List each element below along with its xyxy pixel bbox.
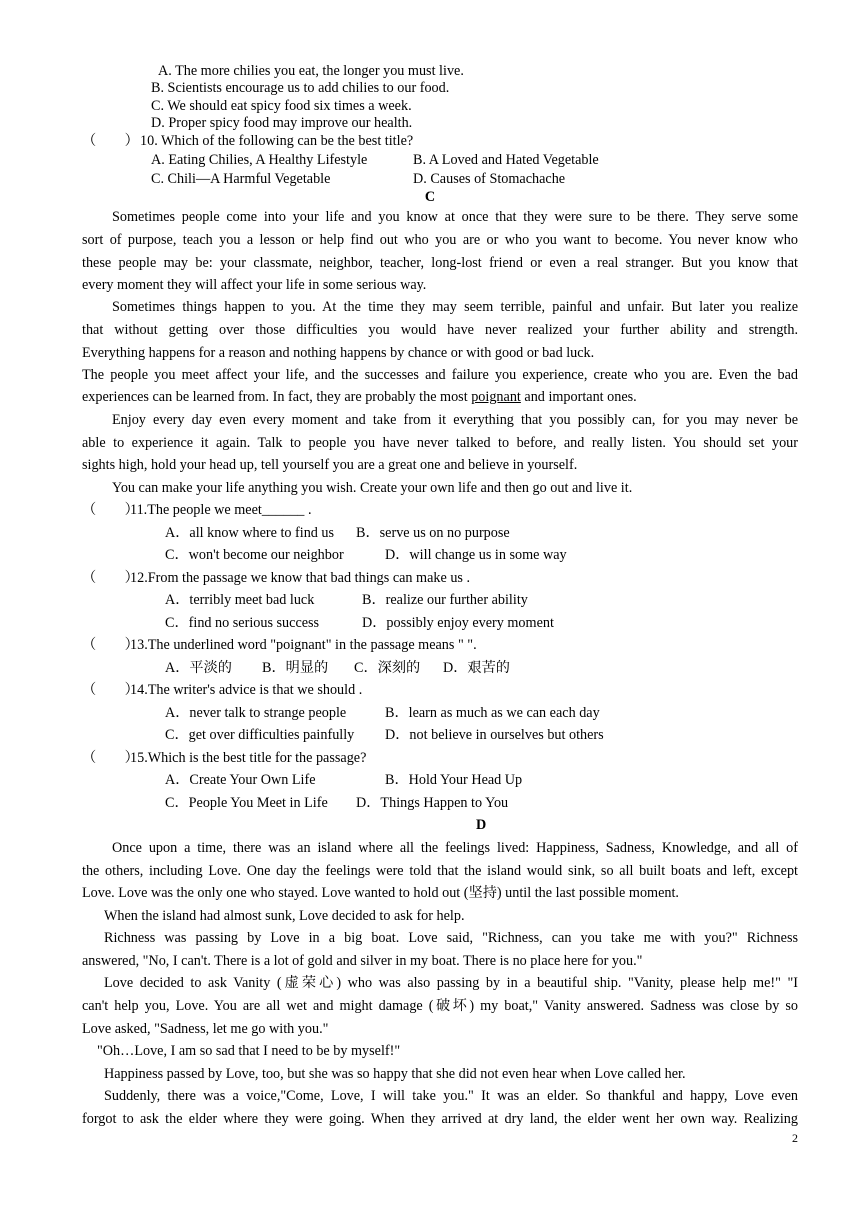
- q15-option-d: D．Things Happen to You: [356, 795, 509, 811]
- q15-option-b: B．Hold Your Head Up: [385, 772, 523, 788]
- underlined-word-poignant: poignant: [471, 389, 521, 405]
- q13-option-c: C．深刻的: [354, 660, 421, 676]
- q10-option-c: C. Chili—A Harmful Vegetable: [151, 171, 331, 187]
- section-c-heading: C: [424, 189, 436, 205]
- q11-stem: 11.The people we meet______ .: [130, 502, 312, 518]
- q10-option-b: B. A Loved and Hated Vegetable: [413, 152, 599, 168]
- passage-d-line: the others, including Love. One day the feelings were told that the island would sink, so all built boats and left, except: [82, 863, 798, 879]
- q9-option-c: C. We should eat spicy food six times a week.: [151, 98, 412, 114]
- passage-c-line: these people may be: your classmate, neighbor, teacher, long-lost friend or even a real stranger. But you know that: [82, 255, 798, 271]
- q14-stem: 14.The writer's advice is that we should .: [130, 682, 363, 698]
- q15-answer-paren: （ ）: [82, 750, 139, 766]
- passage-d-line: Suddenly, there was a voice,"Come, Love, I will take you." It was an elder. So thankful and happy, Love even: [104, 1088, 798, 1104]
- q10-stem: 10. Which of the following can be the best title?: [140, 133, 414, 149]
- q11-option-a: A．all know where to find us: [165, 525, 335, 541]
- q10-option-d: D. Causes of Stomachache: [413, 171, 566, 187]
- passage-c-line: sights high, hold your head up, tell yourself you are a great one and believe in yourself.: [82, 457, 578, 473]
- q9-option-a: A. The more chilies you eat, the longer you must live.: [158, 63, 464, 79]
- q13-answer-paren: （ ）: [82, 637, 139, 653]
- passage-c-line: The people you meet affect your life, and the successes and failure you experience, create who you are. Even the bad: [82, 367, 798, 383]
- passage-d-line: Love asked, "Sadness, let me go with you.": [82, 1021, 329, 1037]
- q11-option-b: B．serve us on no purpose: [356, 525, 510, 541]
- q14-option-c: C．get over difficulties painfully: [165, 727, 355, 743]
- passage-d-line: answered, "No, I can't. There is a lot of gold and silver in my boat. There is no place here for you.": [82, 953, 643, 969]
- q12-stem: 12.From the passage we know that bad things can make us .: [130, 570, 471, 586]
- q11-option-c: C．won't become our neighbor: [165, 547, 344, 563]
- q11-answer-paren: （ ）: [82, 502, 139, 518]
- q15-option-c: C．People You Meet in Life: [165, 795, 328, 811]
- q15-option-a: A．Create Your Own Life: [165, 772, 316, 788]
- passage-c-line: that without getting over those difficulties you would have never realized your further ability and strength.: [82, 322, 798, 338]
- passage-d-line: can't help you, Love. You are all wet and might damage (破坏) my boat," Vanity answered. Sadness was close by so: [82, 998, 798, 1014]
- passage-c-line: every moment they will affect your life in some serious way.: [82, 277, 427, 293]
- q10-option-a: A. Eating Chilies, A Healthy Lifestyle: [151, 152, 368, 168]
- q9-option-d: D. Proper spicy food may improve our health.: [151, 115, 413, 131]
- section-d-heading: D: [476, 817, 487, 833]
- passage-d-line: Happiness passed by Love, too, but she was so happy that she did not even hear when Love called her.: [104, 1066, 686, 1082]
- passage-c-line: sort of purpose, teach you a lesson or help find out who you are or who you want to become. You never know who: [82, 232, 798, 248]
- passage-d-line: Love. Love was the only one who stayed. Love wanted to hold out (坚持) until the last possible moment.: [82, 885, 679, 901]
- passage-c-line: [82, 388, 637, 406]
- passage-c-line: You can make your life anything you wish. Create your own life and then go out and live it.: [112, 480, 633, 496]
- q15-stem: 15.Which is the best title for the passage?: [130, 750, 367, 766]
- q9-option-b: B. Scientists encourage us to add chilies to our food.: [151, 80, 450, 96]
- passage-c-line: Sometimes people come into your life and you know at once that they were sure to be there. They serve some: [112, 209, 798, 225]
- passage-c-line: able to experience it again. Talk to people you have never talked to before, and really listen. You should set your: [82, 435, 798, 451]
- q12-option-d: D．possibly enjoy every moment: [362, 615, 554, 631]
- passage-c-line: Sometimes things happen to you. At the time they may seem terrible, painful and unfair. But later you realize: [112, 299, 798, 315]
- q12-answer-paren: （ ）: [82, 570, 139, 586]
- q13-stem: 13.The underlined word "poignant" in the passage means " ".: [130, 637, 477, 653]
- q13-option-b: B．明显的: [262, 660, 329, 676]
- passage-d-line: "Oh…Love, I am so sad that I need to be by myself!": [97, 1043, 401, 1059]
- q10-answer-paren: （ ）: [82, 133, 139, 149]
- q14-option-b: B．learn as much as we can each day: [385, 705, 600, 721]
- passage-c-line: Enjoy every day even every moment and take from it everything that you possibly can, for you may never be: [112, 412, 798, 428]
- q13-option-a: A．平淡的: [165, 660, 232, 676]
- q12-option-b: B．realize our further ability: [362, 592, 528, 608]
- q12-option-c: C．find no serious success: [165, 615, 320, 631]
- q14-option-a: A．never talk to strange people: [165, 705, 347, 721]
- page-number: 2: [792, 1131, 798, 1145]
- passage-c-text: and important ones.: [520, 389, 637, 405]
- q14-answer-paren: （ ）: [82, 682, 139, 698]
- passage-d-line: forgot to ask the elder where they were going. When they arrived at dry land, the elder went her own way. Realizing: [82, 1111, 798, 1127]
- passage-c-text: experiences can be learned from. In fact, they are probably the most: [82, 389, 472, 405]
- q12-option-a: A．terribly meet bad luck: [165, 592, 315, 608]
- q13-option-d: D．艰苦的: [443, 660, 510, 676]
- passage-d-line: When the island had almost sunk, Love decided to ask for help.: [104, 908, 465, 924]
- passage-d-line: Richness was passing by Love in a big boat. Love said, "Richness, can you take me with you?" Richness: [104, 930, 798, 946]
- q11-option-d: D．will change us in some way: [385, 547, 567, 563]
- passage-d-line: Once upon a time, there was an island where all the feelings lived: Happiness, Sadness, Knowledge, and all of: [112, 840, 798, 856]
- passage-d-line: Love decided to ask Vanity (虚荣心) who was also passing by in a beautiful ship. "Vanity, please help me!" "I: [104, 975, 798, 991]
- passage-c-line: Everything happens for a reason and nothing happens by chance or with good or bad luck.: [82, 345, 595, 361]
- q14-option-d: D．not believe in ourselves but others: [385, 727, 604, 743]
